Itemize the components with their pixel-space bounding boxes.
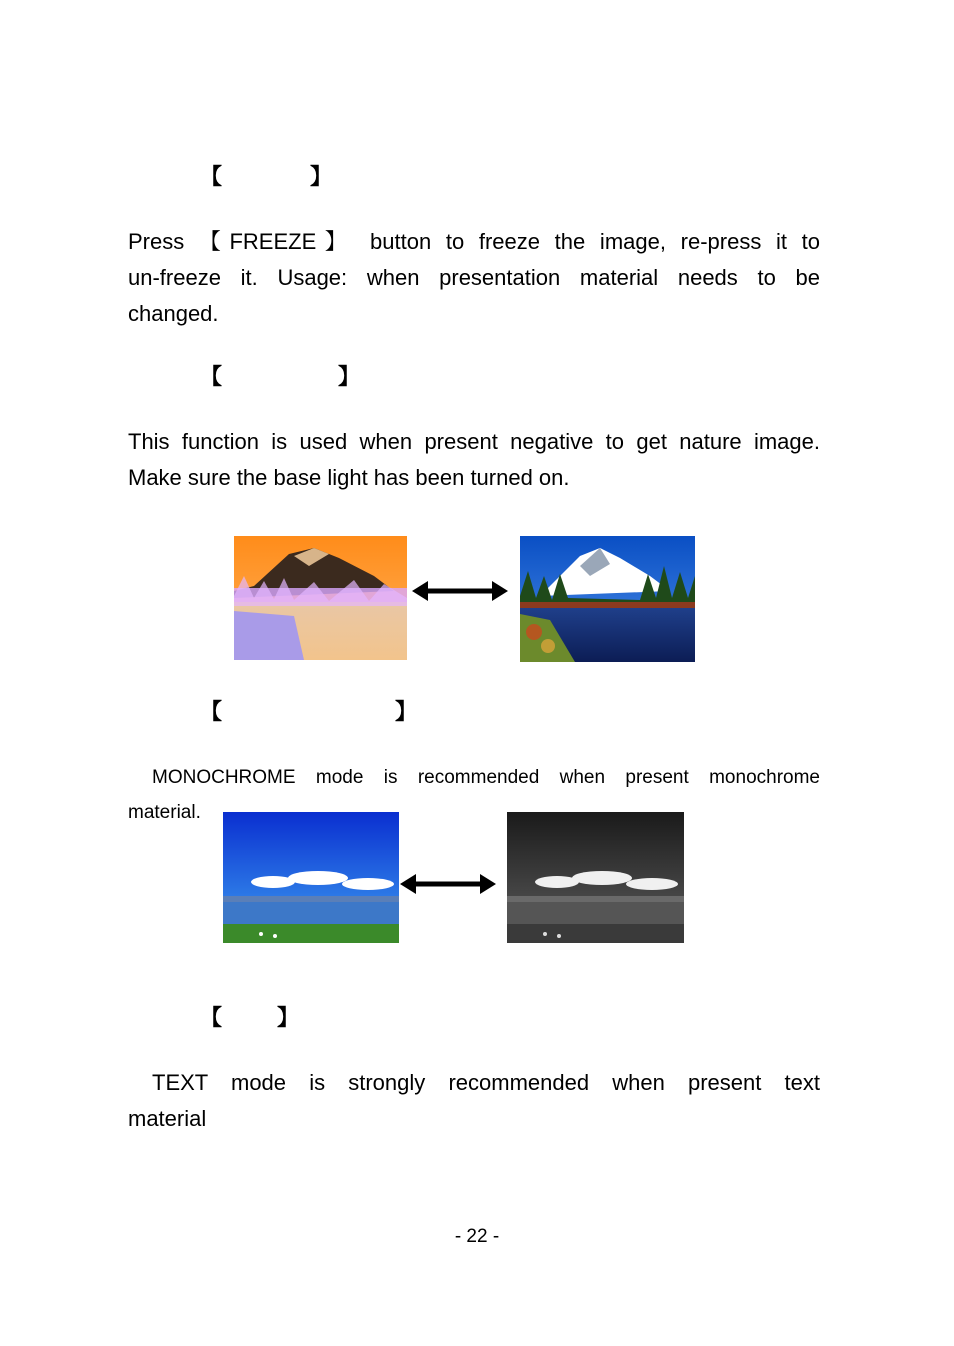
paragraph-line: changed. — [128, 301, 219, 326]
section-heading-open-bracket: 【 — [200, 1006, 223, 1031]
page-number: - 22 - — [454, 1226, 500, 1247]
paragraph-line: material — [128, 1106, 207, 1131]
negative-paragraph — [128, 424, 820, 496]
section-heading-close-bracket: 】 — [277, 1006, 300, 1031]
negative-landscape-image — [234, 536, 407, 660]
positive-landscape-image — [520, 536, 695, 662]
section-heading-open-bracket: 【 — [200, 365, 223, 390]
color-sky-image — [223, 812, 399, 943]
section-heading-open-bracket: 【 — [200, 165, 223, 190]
section-heading-open-bracket: 【 — [200, 700, 223, 725]
double-arrow-icon — [412, 578, 508, 609]
paragraph-line: Make sure the base light has been turned on. — [128, 465, 570, 490]
paragraph-line: un-freeze it. Usage: when presentation material needs to be — [128, 265, 820, 290]
section-heading-close-bracket: 】 — [310, 165, 333, 190]
paragraph-line: TEXT mode is strongly recommended when present text — [152, 1070, 820, 1095]
paragraph-line: MONOCHROME mode is recommended when present monochrome — [152, 767, 820, 788]
section-heading-close-bracket: 】 — [338, 365, 361, 390]
section-heading-close-bracket: 】 — [395, 700, 418, 725]
freeze-paragraph — [128, 224, 820, 332]
grayscale-sky-image — [507, 812, 684, 943]
text-mode-paragraph — [128, 1065, 820, 1137]
paragraph-line: Press 【FREEZE】 button to freeze the image, re-press it to — [128, 229, 820, 254]
double-arrow-icon — [400, 871, 496, 902]
paragraph-line: This function is used when present negative to get nature image. — [128, 429, 820, 454]
paragraph-line: material. — [128, 802, 201, 823]
